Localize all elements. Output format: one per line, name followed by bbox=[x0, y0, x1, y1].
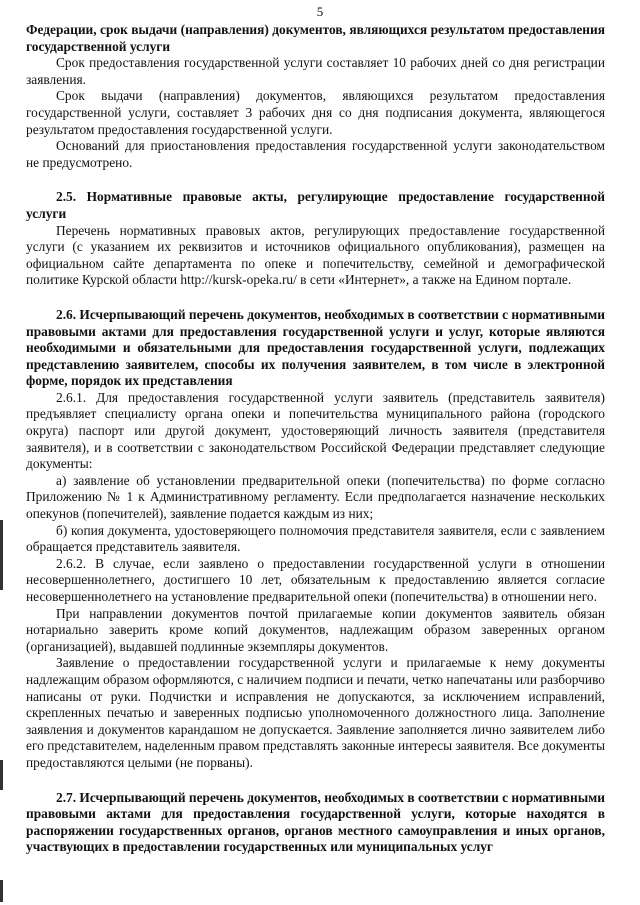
page-number: 5 bbox=[316, 4, 324, 19]
section-2-4-heading-end: Федерации, срок выдачи (направления) документов, являющихся результатом предоставления государственной услуги bbox=[26, 22, 605, 54]
list-item-b: б) копия документа, удостоверяющего полномочия представителя заявителя, если с заявлением обращается представитель заявителя. bbox=[26, 522, 605, 555]
section-2-6-heading: 2.6. Исчерпывающий перечень документов, необходимых в соответствии с нормативными правовыми актами для предоставления государственной услуги и услуг, которые являются необходимыми и обязательными для предоставления государственной услуги, подлежащих представлению заявителем, способы их получения заявителем, в том числе в электронной форме, порядок их представления bbox=[26, 306, 605, 389]
section-2-7-heading: 2.7. Исчерпывающий перечень документов, необходимых в соответствии с нормативными правовыми актами для предоставления государственной услуги, которые находятся в распоряжении государственных органов, органов местного самоуправления и иных органов, участвующих в предоставлении государственных или муниципальных услуг bbox=[26, 789, 605, 855]
document-body bbox=[26, 22, 605, 856]
paragraph-application-requirements: Заявление о предоставлении государственной услуги и прилагаемые к нему документы надлежащим образом оформляются, с наличием подписи и печати, четко напечатаны или разборчиво написаны от руки. Подчистки и исправления не допускаются, за исключением исправлений, скрепленных печатью и заверенных подписью уполномоченного должностного лица. Заполнение заявления и документов карандашом не допускается. Заявление заполняется лично заявителем либо его представителем, наделенным правом представлять законные интересы заявителя. Все документы предоставляются целыми (не порваны). bbox=[26, 655, 605, 770]
section-2-5-heading: 2.5. Нормативные правовые акты, регулирующие предоставление государственной услуги bbox=[26, 189, 605, 221]
scan-edge-mark bbox=[0, 520, 3, 590]
paragraph-mail-copies: При направлении документов почтой прилагаемые копии документов заявитель обязан нотариально заверить кроме копий документов, надлежащим образом заверенных органом (организацией), выдавшей подлинные экземпляры документов. bbox=[26, 605, 605, 654]
paragraph-suspension-grounds: Оснований для приостановления предоставления государственной услуги законодательством не предусмотрено. bbox=[26, 138, 605, 170]
scan-edge-mark bbox=[0, 880, 3, 902]
list-item-a: а) заявление об установлении предварительной опеки (попечительства) по форме согласно Приложению № 1 к Административному регламенту. Если предполагается назначение нескольких опекунов (попечителей), заявление подается каждым из них; bbox=[26, 472, 605, 522]
paragraph-2-6-1: 2.6.1. Для предоставления государственной услуги заявитель (представитель заявителя) предъявляет специалисту органа опеки и попечительства муниципального района (городского округа) паспорт или другой документ, удостоверяющий личность заявителя (представителя заявителя), и в соответствии с законодательством Российской Федерации представляет следующие документы: bbox=[26, 389, 605, 472]
scan-edge-mark bbox=[0, 760, 3, 790]
paragraph-issue-term: Срок выдачи (направления) документов, являющихся результатом предоставления государственной услуги, составляет 3 рабочих дня со дня подписания документа, являющегося результатом предоставления государственной услуги. bbox=[26, 88, 605, 137]
paragraph-2-6-2: 2.6.2. В случае, если заявлено о предоставлении государственной услуги в отношении несовершеннолетнего, достигшего 10 лет, обязательным к предоставлению является согласие несовершеннолетнего на установление предварительной опеки (попечительства) в отношении него. bbox=[26, 555, 605, 604]
paragraph-service-term: Срок предоставления государственной услуги составляет 10 рабочих дней со дня регистрации заявления. bbox=[26, 55, 605, 87]
paragraph-legal-acts: Перечень нормативных правовых актов, регулирующих предоставление государственной услуги (с указанием их реквизитов и источников официального опубликования), размещен на официальном сайте департамента по опеке и попечительству, семейной и демографической политике Курской области http://kursk-opeka.ru/ в сети «Интернет», а также на Едином портале. bbox=[26, 222, 605, 288]
